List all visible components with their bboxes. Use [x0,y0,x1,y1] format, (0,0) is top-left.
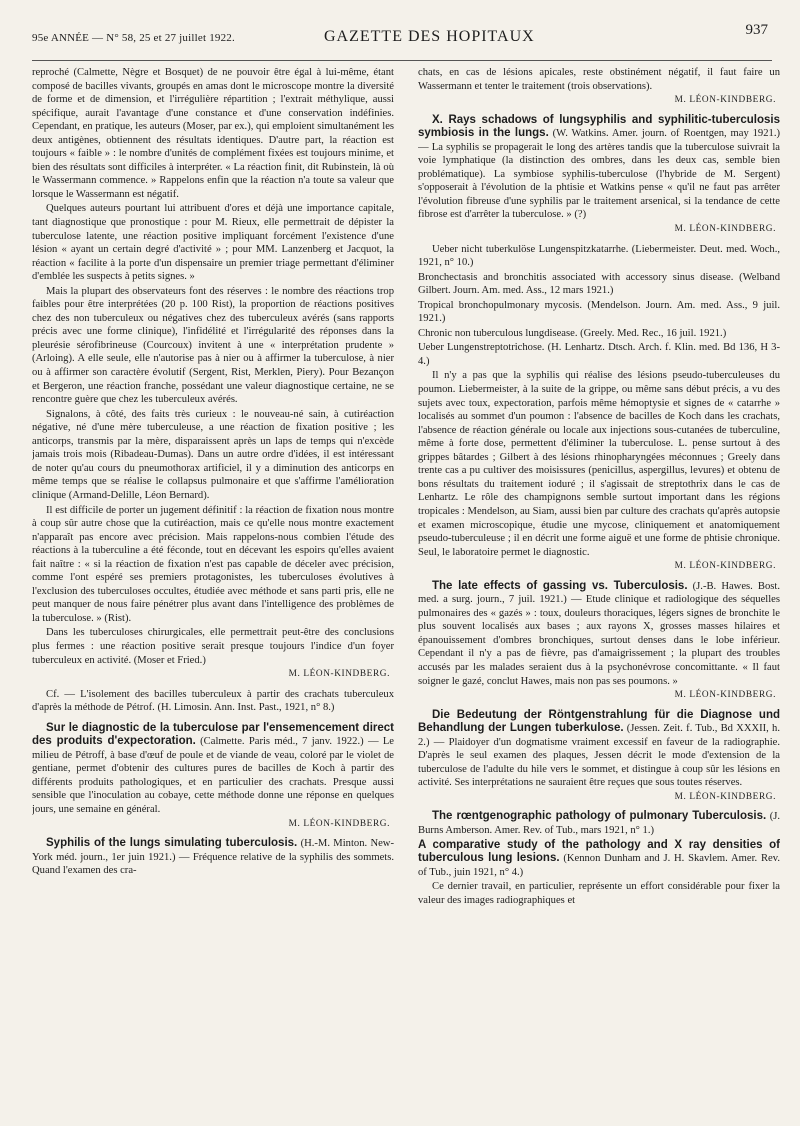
reference-entry: Tropical bronchopulmonary mycosis. (Mendelson. Journ. Am. med. Ass., 9 juil. 1921.) [418,299,780,325]
article-body: — Etude clinique et radiologique des séquelles pulmonaires des « gazés » : toux, douleurs thoraciques, légers signes de bronchite le plus souvent localisés aux bases ; aux rayons X, grosses masses hilaires et épanouissement d'ombres bronchiques, surtout denses dans le lobe inférieur. Cependant il n'y a pas de fièvre, pas d'amaigrissement ; la plupart des troubles accusés par les malades seraient dus à la psychonévrose concomittante. « Il faut soigner le gazé, conclut Hawes, mais non pas ses poumons. » [418,594,780,687]
reference-entry: Chronic non tuberculous lungdisease. (Greely. Med. Rec., 16 juil. 1921.) [418,327,727,339]
article-body: — Plaidoyer d'un dogmatisme vraiment excessif en faveur de la radiographie. D'après le seul examen des plaques, Jessen décrit le mode d'extension de la tuberculose de l'adulte du hile vers le sommet, et distingue à coup sûr les lésions en activité. Ses interprétations ne sauraient être reçues que sous toutes réserves. [418,736,780,789]
journal-title: GAZETTE DES HOPITAUX [324,28,535,45]
article-title: Syphilis of the lungs simulating tuberculosis. [46,837,298,850]
paragraph: Signalons, à côté, des faits très curieux : le nouveau-né sain, à cutiréaction négative, né d'une mère tuberculeuse, a une réaction de fixation positive ; les anticorps, transmis par la mère, disparaissent après un laps de temps qui n'excède jamais trois mois (Ribadeau-Dumas). Dans un autre ordre d'idées, il est intéressant de noter qu'au cours du pneumothorax artificiel, il y a diminution des anticorps en même temps que se réalise le collapsus pulmonaire et que s'affirme l'amélioration clinique (Armand-Delille, Léon Bernard). [32,408,394,501]
article-title: The late effects of gassing vs. Tuberculosis. [432,579,688,592]
article-entry [32,837,394,878]
article-entry [418,580,780,688]
reference-entry: Bronchectasis and bronchitis associated with accessory sinus disease. (Welband Gilbert. Journ. Am. med. Ass., 12 mars 1921.) [418,271,780,297]
article-title: Sur le diagnostic de la tuberculose par l'ensemencement direct des produits d'expectoration. [32,721,394,748]
article-title: The rœntgenographic pathology of pulmonary Tuberculosis. [432,810,767,823]
article-body: — Fréquence relative de la syphilis des sommets. Quand l'examen des cra- [32,851,394,877]
paragraph: chats, en cas de lésions apicales, reste obstinément négatif, il faut faire un Wassermann et tenter le traitement (trois observations). [418,67,780,92]
paragraph: reproché (Calmette, Nègre et Bosquet) de ne pouvoir être égal à lui-même, étant composé de bacilles vivants, groupés en amas dont le microscope montre la diversité de forme et de dimension, et l'irrégulière répartition ; l'extrait méthylique, aussi spécifique, aurait l'avantage d'une constance et d'une conservation indéfinies. Cependant, en pratique, les auteurs (Moser, par ex.), qui emploient simultanément les deux antigènes, obtiennent des résultats identiques. D'autre part, la réaction est toujours « faible » : le nombre d'unités de complément fixées est toujours minime, et bien des résultats sont difficiles à interpréter. « La réaction finit, dit Rubinstein, là où le Wassermann commence. » Rappelons enfin que la réaction n'a toute sa valeur que lorsque le Wassermann est négatif. [32,67,394,200]
paragraph: Il est difficile de porter un jugement définitif : la réaction de fixation nous montre à coup sûr autre chose que la cutiréaction, mais ce qu'elle nous montre exactement n'apparaît pas encore avec précision. Mais rappelons-nous combien l'étude des réactions à la tuberculine a été féconde, tout en décevant les espoirs qu'elles avaient fait naître : « si la réaction de fixation n'est pas capable de déceler avec précision, comme l'ont espéré ses premiers protagonistes, les tuberculoses évolutives à l'exclusion des tuberculoses occultes, étudiée avec méthode et sans parti pris, elle ne peut manquer de nous faire pénétrer plus avant dans l'intelligence des problèmes de la tuberculose. » (Rist). [32,504,394,624]
article-reference: (J.-B. Hawes. Bost. med. a surg. journ., 7 juil. 1921.) [418,580,780,606]
signature: M. LÉON-KINDBERG. [674,690,776,701]
paragraph: Dans les tuberculoses chirurgicales, elle permettrait peut-être des conclusions plus fermes : une réaction positive serait presque toujours l'indice d'un foyer tuberculeux en activité. (Moser et Fried.) [32,627,394,666]
article-entry [418,839,780,880]
left-column [32,66,394,1116]
signature: M. LÉON-KINDBERG. [674,224,776,235]
paragraph: Mais la plupart des observateurs font des réserves : le nombre des réactions trop faibles pour être interprétées (20 p. 100 Rist), la proportion de réactions positives chez des non tuberculeux ou négatives chez des tuberculeux avérés (sans rapports précis avec une forme clinique), l'infidélité et l'irrégularité des réponses dans la pleurésie sérofibrineuse (Courcoux) invitent à une « interprétation prudente » (Arloing). A elle seule, elle n'autorise pas à nier ou à affirmer la tuberculose, à nier ou à affirmer son caractère évolutif (Sergent, Rist, Merklen, Piery). Pour Bezançon et Bergeron, une réaction franche, possédant une valeur diagnostique certaine, ne se rencontre guère que chez les tuberculeux avérés. [32,285,394,406]
article-reference: (Calmette. Paris méd., 7 janv. 1922.) [200,736,364,748]
signature: M. LÉON-KINDBERG. [674,791,776,802]
article-title: X. Rays schadows of lungsyphilis and syphilitic-tuberculosis symbiosis in the lungs. [418,113,780,140]
article-title: A comparative study of the pathology and X ray densities of tuberculous lung lesions. [418,838,780,865]
article-reference: (Jessen. Zeit. f. Tub., Bd XXXII, h. 2.) [418,723,780,748]
page-header [32,20,772,61]
paragraph: Il n'y a pas que la syphilis qui réalise des lésions pseudo-tuberculeuses du poumon. Liebermeister, à la suite de la grippe, ou même sans début précis, a vu des sujets avec toux, expectoration, parfois même hémoptysie et signes de « catarrhe » localisés au sommet d'un poumon : l'absence de bacilles de Koch dans les crachats, l'absence de réaction générale ou locale aux injections sous-cutanées de tuberculine, même à forte dose, permettent d'éliminer la tuberculose. L. pense surtout à des grippes bâtardes ; Gilbert à des lésions rhinopharyngées méconnues ; Greely dans trente cas a pu cultiver des moisissures (penicillus, aspergillus, levures) et obtenu de bons résultats du traitement ioduré ; il s'agissait de streptothrix dans le cas de Lenhartz. Le rôle des champignons semble surtout important dans les régions tropicales : Mendelson, au Siam, aussi bien par culture des crachats qu'après autopsie et examen microscopique, étudie une mycose, cliniquement et anatomiquement pseudo-tuberculeuse ; il en décrit une forme aiguë et une forme de phtisie chronique. Seul, le laboratoire permet le diagnostic. [418,370,780,558]
paragraph: Quelques auteurs pourtant lui attribuent d'ores et déjà une importance capitale, tant diagnostique que pronostique : pour M. Rieux, elle permettrait de dépister la tuberculose latente, une réaction positive impliquant forcément l'existence d'une lésion « ayant un certain degré d'activité » ; pour MM. Lanzenberg et Jacquot, la réaction « facilite à la porte d'un dispensaire un premier triage permettant d'éliminer d'emblée les suspects à petits signes. » [32,203,394,283]
article-reference: (W. Watkins. Amer. journ. of Roentgen, may 1921.) [552,128,780,140]
article-entry [418,810,780,837]
article-reference: (Kennon Dunham and J. H. Skavlem. Amer. Rev. of Tub., juin 1921, n° 4.) [418,853,780,878]
page-number: 937 [745,22,768,38]
article-reference: (H.-M. Minton. New-York méd. journ., 1er juin 1921.) [32,838,394,863]
issue-line: 95e ANNÉE — N° 58, 25 et 27 juillet 1922. [32,32,235,44]
article-title: Die Bedeutung der Röntgenstrahlung für die Diagnose und Behandlung der Lungen tuberkulose. [418,708,780,735]
reference-entry: Ueber Lungenstreptotrichose. (H. Lenhartz. Dtsch. Arch. f. Klin. med. Bd 136, H 3-4.) [418,342,780,367]
signature: M. LÉON-KINDBERG. [288,818,390,829]
reference-entry: Ueber nicht tuberkulöse Lungenspitzkatarrhe. (Liebermeister. Deut. med. Woch., 1921, n° 10.) [418,243,780,269]
article-body: — La syphilis se propagerait le long des artères tandis que la tuberculose suivrait la voie lymphatique (la distinction des ombres, dans les deux cas, semble bien problématique). La symbiose syphilis-tuberculose (l'hybride de M. Sergent) s'opposerait à l'évolution de la phtisie et Watkins pense « qu'il ne faut pas arrêter l'évolution fibreuse d'une syphilis par le traitement arsenical, si la tendance de cette fibrose est d'arrêter la tuberculose. » (?) [418,141,780,221]
article-entry [418,114,780,222]
signature: M. LÉON-KINDBERG. [288,669,390,680]
article-entry [418,709,780,790]
article-entry [32,722,394,817]
article-body: — Le milieu de Pétroff, à base d'œuf de poule et de viande de veau, coloré par le violet de gentiane, permet d'obtenir des cultures pures de bacilles de Koch à partir des différents produits pathologiques, et en particulier des crachats. Presque aussi sensible que l'inoculation au cobaye, cette méthode donne une réponse en quelques jours, une semaine en général. [32,736,394,815]
paragraph: Ce dernier travail, en particulier, représente un effort considérable pour fixer la valeur des images radiographiques et [418,881,780,906]
article-reference: (J. Burns Amberson. Amer. Rev. of Tub., mars 1921, n° 1.) [418,811,780,836]
signature: M. LÉON-KINDBERG. [674,95,776,106]
signature: M. LÉON-KINDBERG. [674,561,776,572]
paragraph: Cf. — L'isolement des bacilles tuberculeux à partir des crachats tuberculeux d'après la méthode de Pétrof. (H. Limosin. Ann. Inst. Past., 1921, n° 8.) [32,688,394,714]
right-column [418,66,780,1116]
